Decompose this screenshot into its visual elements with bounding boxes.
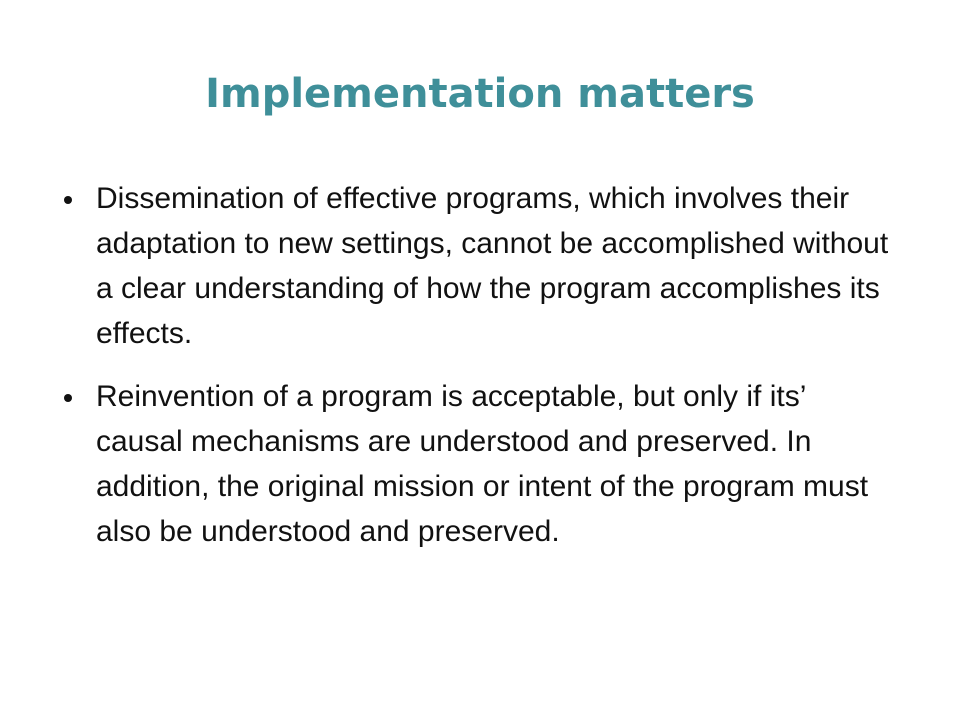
bullet-text: Dissemination of effective programs, which involves their adaptation to new settings, cannot be accomplished without a clear understanding of how the program accomplishes its effects. <box>96 182 889 350</box>
bullet-item <box>96 374 896 554</box>
bullet-list <box>96 176 896 572</box>
slide-title: Implementation matters <box>205 71 755 117</box>
bullet-item <box>96 176 896 356</box>
bullet-text: Reinvention of a program is acceptable, but only if its’ causal mechanisms are understood and preserved. In addition, the original mission or intent of the program must also be understood and preserved. <box>96 380 869 548</box>
bullet-icon <box>64 196 72 204</box>
bullet-icon <box>64 394 72 402</box>
